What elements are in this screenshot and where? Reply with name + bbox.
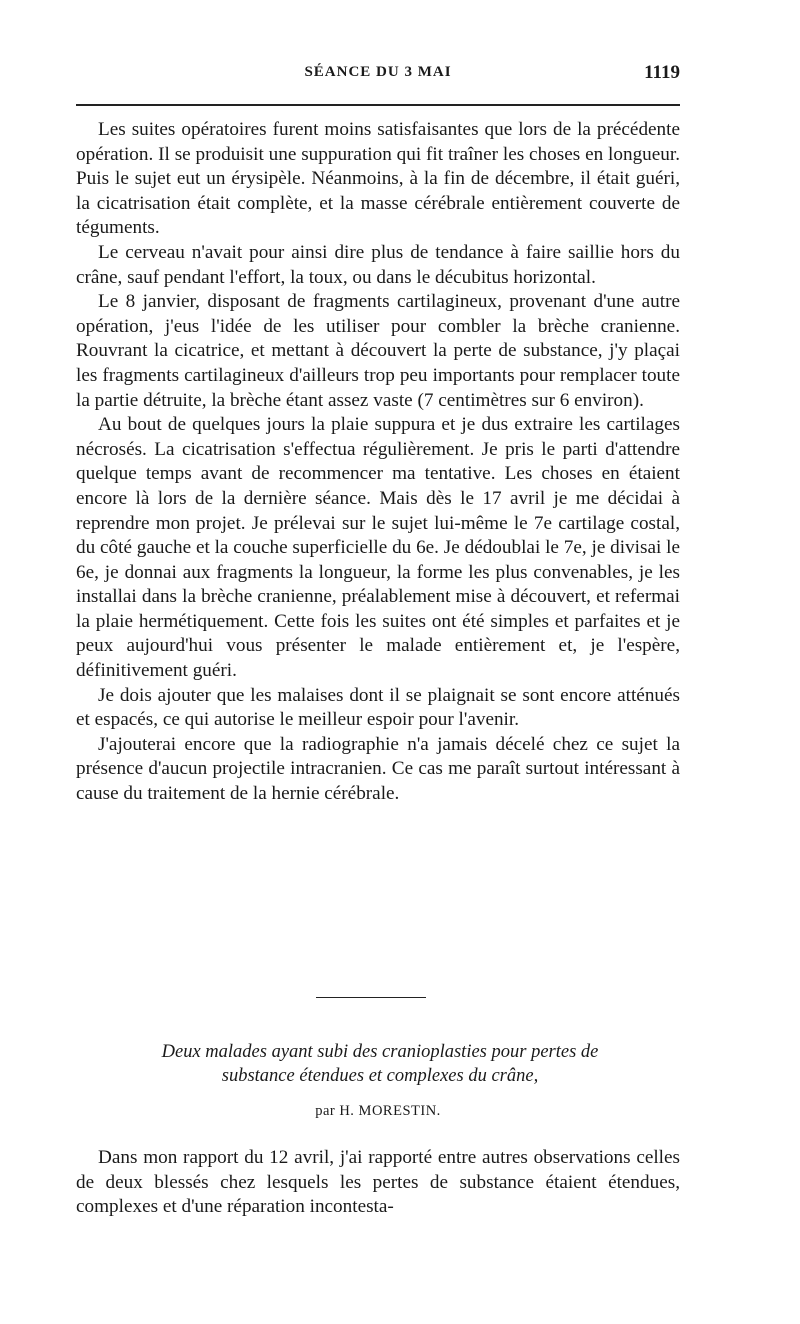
paragraph: Au bout de quelques jours la plaie suppura et je dus extraire les cartilages nécrosés. La cicatrisation s'effectua régulièrement. Je pris le parti d'attendre quelque temps avant de recommencer ma tentative. Les choses en étaient encore là lors de la dernière séance. Mais dès le 17 avril je me décidai à reprendre mon projet. Je prélevai sur le sujet lui-même le 7e cartilage costal, du côté gauche et la couche superficielle du 6e. Je dédoublai le 7e, je divisai le 6e, je donnai aux fragments la longueur, la forme les plus convenables, je les installai dans la brèche cranienne, préalablement mise à découvert, et refermai la plaie hermétiquement. Cette fois les suites ont été simples et parfaites et je peux aujourd'hui vous présenter le malade entièrement et, je l'espère, définitivement guéri. [76, 414, 680, 682]
section-separator [316, 997, 426, 998]
body-text [76, 118, 680, 807]
page-header [76, 62, 680, 90]
article-byline: par H. MORESTIN. [315, 1103, 441, 1119]
paragraph: J'ajouterai encore que la radiographie n'a jamais décelé chez ce sujet la présence d'aucun projectile intracranien. Ce cas me paraît surtout intéressant à cause du traitement de la hernie cérébrale. [76, 733, 680, 805]
paragraph: Dans mon rapport du 12 avril, j'ai rapporté entre autres observations celles de deux blessés chez lesquels les pertes de substance étaient étendues, complexes et d'une réparation incontesta- [76, 1147, 680, 1218]
page-number: 1119 [644, 62, 680, 83]
article-lead [76, 1146, 680, 1220]
article-title [90, 1040, 670, 1088]
paragraph: Les suites opératoires furent moins satisfaisantes que lors de la précédente opération. Il se produisit une suppuration qui fit traîner les choses en longueur. Puis le sujet eut un érysipèle. Néanmoins, à la fin de décembre, il était guéri, la cicatrisation était complète, et la masse cérébrale entièrement couverte de téguments. [76, 119, 680, 239]
paragraph: Le cerveau n'avait pour ainsi dire plus de tendance à faire saillie hors du crâne, sauf pendant l'effort, la toux, ou dans le décubitus horizontal. [76, 241, 680, 288]
article-title-line: Deux malades ayant subi des cranioplasties pour pertes de [161, 1042, 599, 1062]
paragraph: Je dois ajouter que les malaises dont il se plaignait se sont encore atténués et espacés, ce qui autorise le meilleur espoir pour l'avenir. [76, 684, 680, 731]
running-title: SÉANCE DU 3 MAI [304, 64, 452, 80]
paragraph: Le 8 janvier, disposant de fragments cartilagineux, provenant d'une autre opération, j'eus l'idée de les utiliser pour combler la brèche cranienne. Rouvrant la cicatrice, et mettant à découvert la perte de substance, j'y plaçai les fragments cartilagineux d'ailleurs trop peu importants pour remplacer toute la partie détruite, la brèche étant assez vaste (7 centimètres sur 6 environ). [76, 291, 680, 411]
header-rule [76, 104, 680, 106]
article-title-line: substance étendues et complexes du crâne, [221, 1066, 539, 1086]
